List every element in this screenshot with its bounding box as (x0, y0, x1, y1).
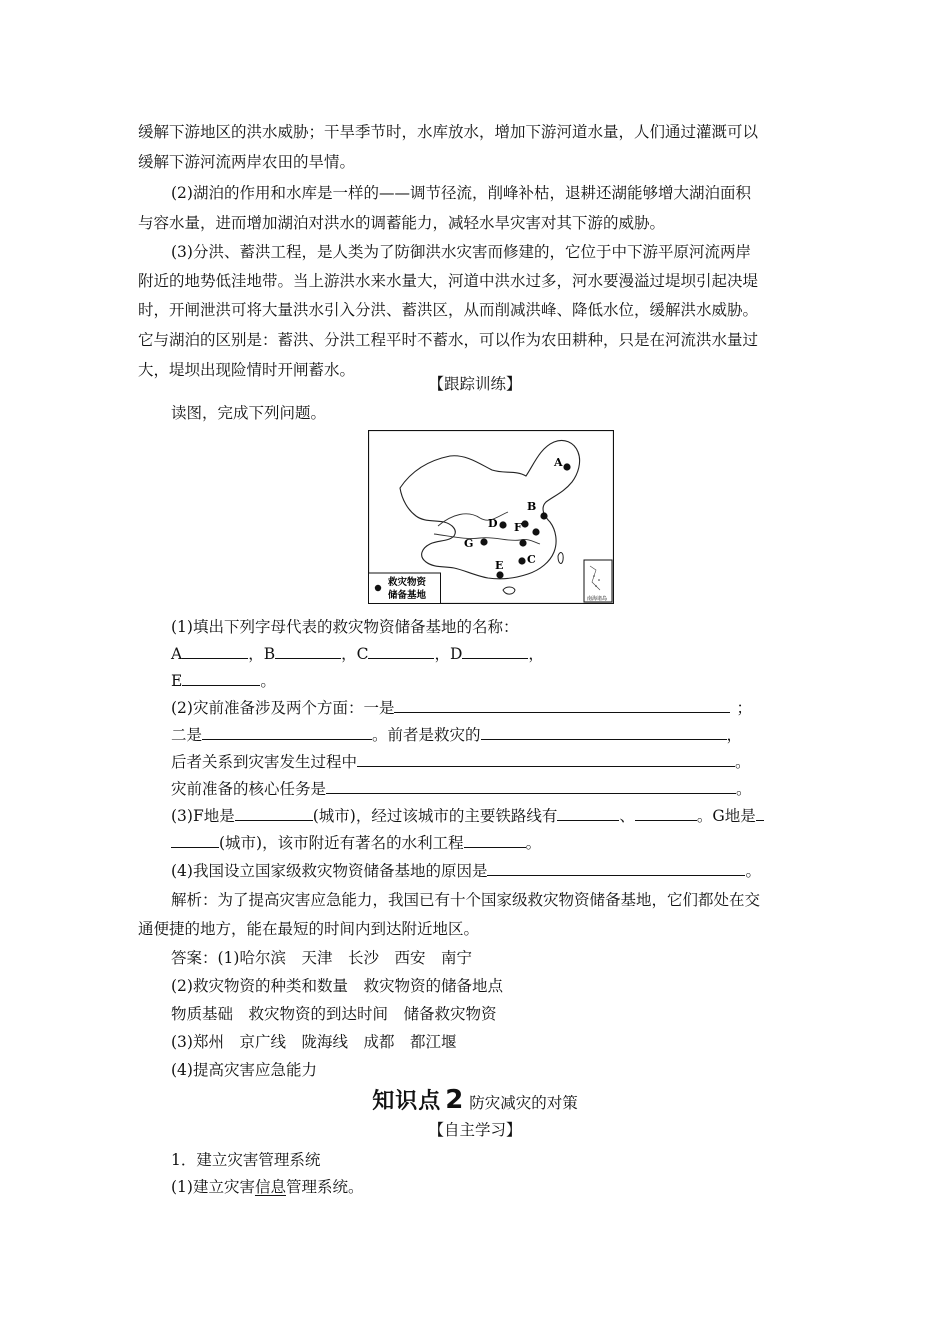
paragraph-2-line-2: 与容水量，进而增加湖泊对洪水的调蓄能力，减轻水旱灾害对其下游的威胁。 (138, 214, 666, 232)
question-1: (1)填出下列字母代表的救灾物资储备基地的名称： (171, 618, 519, 636)
paragraph-1-line-1: 缓解下游地区的洪水威胁；干旱季节时，水库放水，增加下游河道水量，人们通过灌溉可以 (138, 123, 759, 141)
q3-blank-city-g-start[interactable] (756, 806, 764, 821)
map-point-a (563, 463, 570, 470)
map-label-d: D (488, 517, 498, 530)
map-point-d (499, 521, 506, 528)
q2-end-3: 。 (735, 753, 751, 771)
analysis-line-2: 通便捷的地方，能在最短的时间内到达附近地区。 (138, 920, 480, 938)
training-intro: 读图，完成下列问题。 (171, 404, 327, 422)
paragraph-3-line-4: 它与湖泊的区别是：蓄洪、分洪工程平时不蓄水，可以作为农田耕种，只是在河流洪水量过 (138, 331, 759, 349)
q3-end: 。 (525, 834, 542, 852)
section-item-1: 1．建立灾害管理系统 (171, 1151, 321, 1169)
q3-blank-railway-1[interactable] (557, 806, 619, 821)
q2-text-1: (2)灾前准备涉及两个方面：一是 (171, 699, 395, 717)
section-subtitle: 【自主学习】 (428, 1121, 522, 1139)
q3-text-c: 、 (619, 807, 635, 825)
map-point-unlabeled-1 (532, 528, 539, 535)
q1-label-d: ，D (434, 645, 463, 663)
q2-end-4: 。 (736, 780, 752, 798)
question-2-line-4 (171, 779, 752, 799)
q3-blank-project[interactable] (464, 833, 526, 848)
q3-text-a: (3)F地是 (171, 807, 235, 825)
paragraph-3-line-1: (3)分洪、蓄洪工程，是人类为了防御洪水灾害而修建的，它位于中下游平原河流两岸 (171, 243, 751, 261)
question-4 (171, 861, 761, 881)
q4-blank[interactable] (487, 861, 745, 876)
map-point-f (521, 520, 528, 527)
section-heading (0, 1086, 950, 1117)
q1-end: ， (528, 645, 544, 663)
q3-blank-city-g[interactable] (171, 833, 219, 848)
answer-2: (2)救灾物资的种类和数量 救灾物资的储备地点 (171, 977, 503, 995)
question-1-blank-e-row (171, 671, 276, 691)
q2-blank-4[interactable] (357, 752, 735, 767)
q2-end-1: ； (736, 699, 752, 717)
q2-blank-1[interactable] (394, 698, 730, 713)
q1-e-end: 。 (260, 672, 276, 690)
map-label-f: F (514, 521, 522, 534)
map-point-unlabeled-2 (518, 557, 525, 564)
q3-text-b: (城市)，经过该城市的主要铁路线有 (312, 807, 558, 825)
q4-text: (4)我国设立国家级救灾物资储备基地的原因是 (171, 862, 488, 880)
q2-blank-3[interactable] (481, 725, 727, 740)
q2-blank-5[interactable] (326, 779, 736, 794)
q1-blank-d[interactable] (462, 644, 528, 659)
map-label-e: E (495, 559, 504, 572)
q1-blank-b[interactable] (275, 644, 341, 659)
section-title-num: 2 (445, 1085, 464, 1115)
answer-5: (4)提高灾害应急能力 (171, 1061, 317, 1079)
q3-blank-city-f[interactable] (235, 806, 313, 821)
q1-label-c: ，C (341, 645, 369, 663)
q2-text-2a: 二是 (171, 726, 203, 744)
training-title: 【跟踪训练】 (428, 375, 522, 393)
map-point-c (519, 539, 526, 546)
question-3-line-1 (171, 806, 764, 826)
item-1-1-text-b: 管理系统。 (285, 1178, 364, 1196)
paragraph-1-line-2: 缓解下游河流两岸农田的旱情。 (138, 153, 356, 171)
map-point-b (540, 512, 547, 519)
q2-end-2: ， (726, 726, 743, 744)
map-label-g: G (464, 537, 474, 550)
q2-text-4: 灾前准备的核心任务是 (171, 780, 327, 798)
map-point-g (480, 538, 487, 545)
paragraph-3-line-2: 附近的地势低洼地带。当上游洪水来水量大，河道中洪水过多，河水要漫溢过堤坝引起决堤 (138, 272, 759, 290)
analysis-line-1: 解析：为了提高灾害应急能力，我国已有十个国家级救灾物资储备基地，它们都处在交 (171, 891, 761, 909)
q3-text-e: (城市)，该市附近有著名的水利工程 (219, 834, 464, 852)
map-label-b: B (527, 500, 537, 513)
map-legend-dot (375, 585, 381, 591)
question-2-line-1 (171, 698, 752, 718)
section-item-1-1 (171, 1177, 364, 1197)
paragraph-3-line-3: 时，开闸泄洪可将大量洪水引入分洪、蓄洪区，从而削减洪峰、降低水位，缓解洪水威胁。 (138, 301, 759, 319)
inset-label: 南海诸岛 (587, 596, 608, 602)
q3-text-d: 。G地是 (696, 807, 756, 825)
paragraph-2-line-1: (2)湖泊的作用和水库是一样的——调节径流，削峰补枯，退耕还湖能够增大湖泊面积 (171, 184, 751, 202)
question-2-line-2 (171, 725, 742, 745)
q2-text-3: 后者关系到灾害发生过程中 (171, 753, 358, 771)
q2-text-2b: 。前者是救灾的 (372, 726, 481, 744)
q1-blank-c[interactable] (368, 644, 434, 659)
question-2-line-3 (171, 752, 751, 772)
q2-blank-2[interactable] (202, 725, 372, 740)
item-1-1-text-a: (1)建立灾害 (171, 1178, 255, 1196)
section-title-b: 防灾减灾的对策 (469, 1094, 578, 1112)
map-legend-line2: 储备基地 (388, 590, 427, 601)
section-title-a: 知识点 (372, 1089, 442, 1114)
question-3-line-2 (171, 833, 541, 853)
answer-1: 答案：(1)哈尔滨 天津 长沙 西安 南宁 (171, 949, 472, 967)
map-label-a: A (554, 456, 563, 469)
answer-4: (3)郑州 京广线 陇海线 成都 都江堰 (171, 1033, 457, 1051)
china-map-figure (368, 430, 614, 604)
q4-end: 。 (745, 862, 761, 880)
map-point-e (496, 571, 503, 578)
paragraph-3-line-5: 大，堤坝出现险情时开闸蓄水。 (138, 361, 356, 379)
question-1-blanks-row (171, 644, 544, 664)
q3-blank-railway-2[interactable] (635, 806, 697, 821)
map-label-c: C (527, 553, 536, 566)
answer-3: 物质基础 救灾物资的到达时间 储备救灾物资 (171, 1005, 497, 1023)
q1-label-a: A (171, 645, 183, 663)
q1-label-e: E (171, 672, 183, 690)
map-legend-line1: 救灾物资 (388, 577, 427, 588)
item-1-1-underlined: 信息 (254, 1178, 286, 1196)
q1-blank-a[interactable] (182, 644, 248, 659)
q1-blank-e[interactable] (182, 671, 260, 686)
q1-label-b: ，B (248, 645, 276, 663)
